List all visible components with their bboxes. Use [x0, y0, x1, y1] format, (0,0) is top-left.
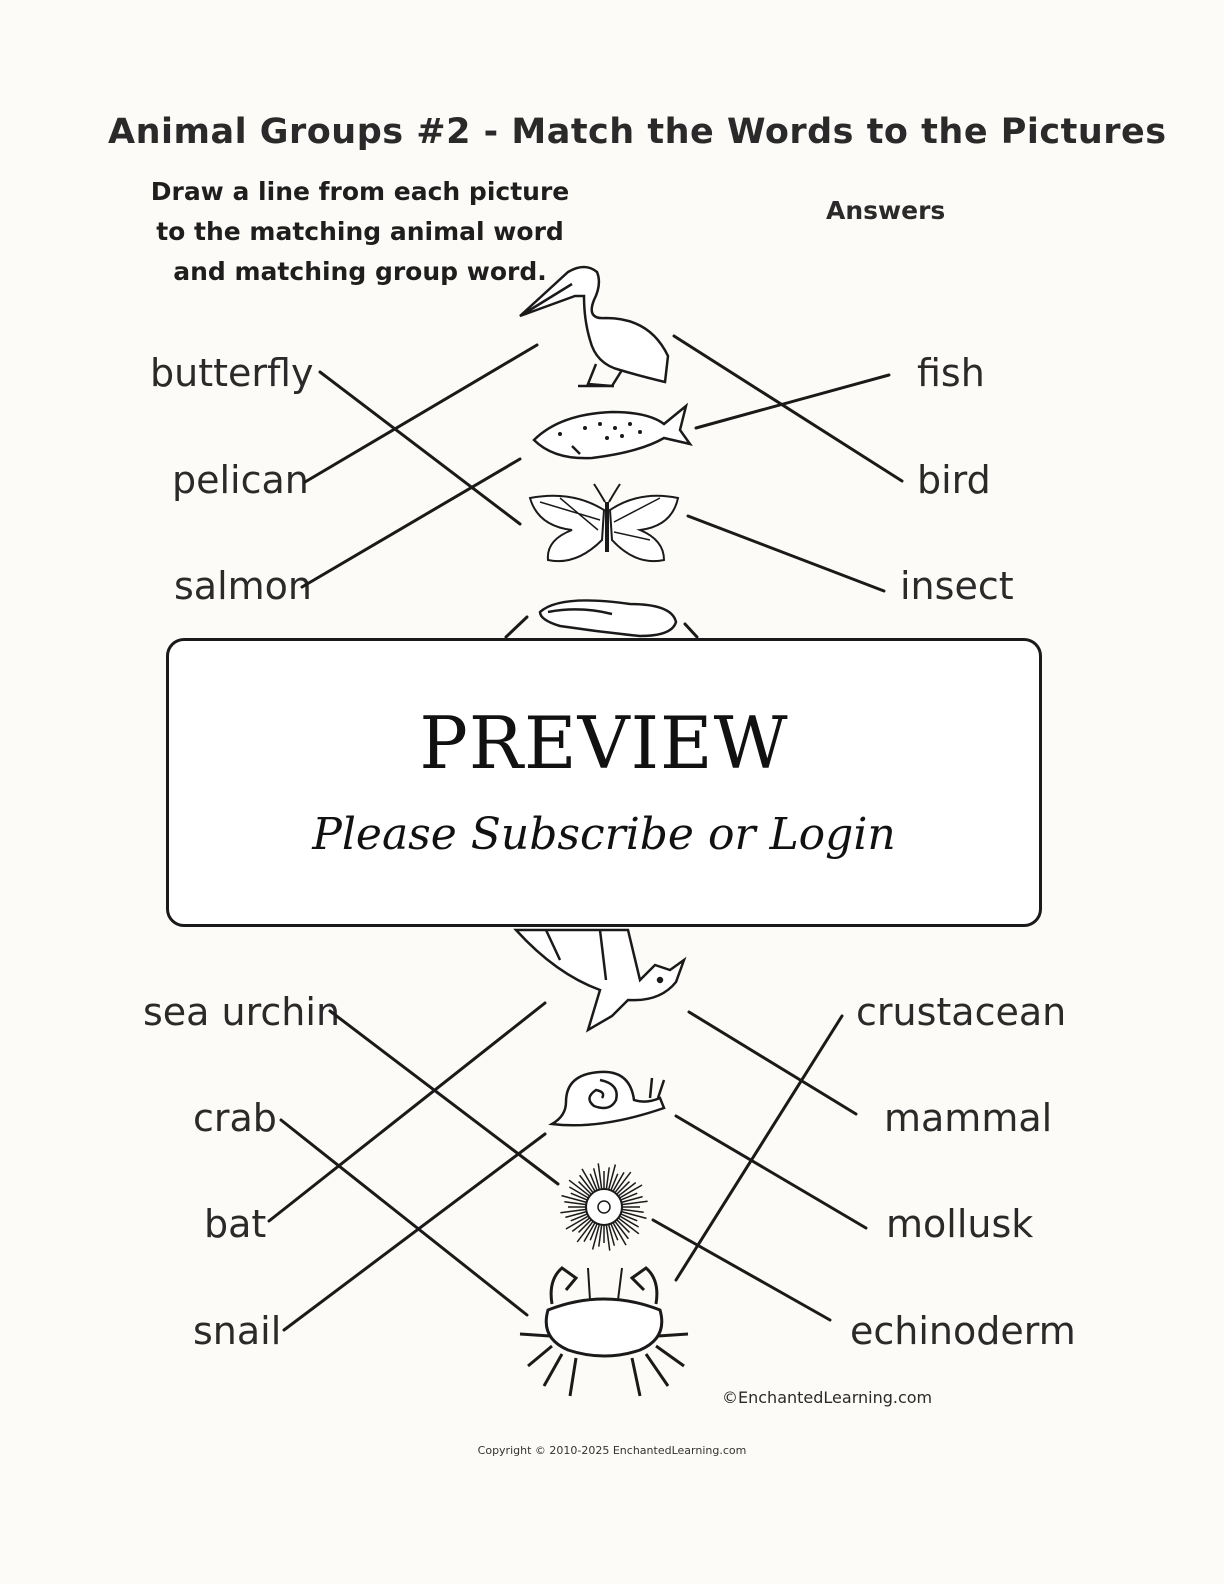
answer-line [281, 1120, 527, 1315]
snail-icon [552, 1072, 664, 1125]
word-insect: insect [900, 564, 1014, 608]
answers-label: Answers [826, 196, 946, 225]
answer-line [696, 375, 889, 428]
sea-urchin-icon [560, 1163, 647, 1250]
preview-title: PREVIEW [419, 701, 789, 785]
answer-line [269, 1003, 545, 1221]
answer-line [330, 1011, 558, 1184]
answer-line [653, 1220, 830, 1320]
word-crustacean: crustacean [856, 990, 1067, 1034]
butterfly-icon [530, 484, 678, 561]
word-salmon: salmon [174, 564, 312, 608]
answer-line [305, 345, 537, 482]
word-sea-urchin: sea urchin [143, 990, 341, 1034]
copyright-text: Copyright © 2010-2025 EnchantedLearning.com [477, 1444, 747, 1457]
word-echinoderm: echinoderm [850, 1309, 1076, 1353]
word-bird: bird [917, 458, 991, 502]
salmon-icon [534, 406, 690, 458]
answer-line [688, 516, 884, 591]
credit-text: ©EnchantedLearning.com [722, 1388, 933, 1407]
page-title: Animal Groups #2 - Match the Words to the Pictures [108, 112, 1167, 152]
word-pelican: pelican [172, 458, 309, 502]
instruction-line: to the matching animal word [156, 217, 564, 246]
subscribe-login-link[interactable]: Please Subscribe or Login [312, 809, 896, 860]
word-mollusk: mollusk [886, 1202, 1034, 1246]
word-mammal: mammal [884, 1096, 1053, 1140]
answer-line [689, 1012, 856, 1114]
preview-overlay[interactable] [166, 638, 1042, 927]
word-fish: fish [917, 351, 985, 395]
pelican-icon [520, 267, 668, 386]
answer-line [284, 1134, 545, 1330]
word-bat: bat [204, 1202, 267, 1246]
crab-icon [520, 1268, 688, 1396]
instruction-line: Draw a line from each picture [150, 177, 570, 206]
answer-line [685, 624, 697, 637]
answer-line [320, 372, 520, 524]
bat-icon [516, 930, 684, 1030]
answer-line [676, 1116, 866, 1228]
tadpole-icon [540, 600, 676, 636]
answer-line [506, 617, 527, 637]
answer-line [302, 459, 520, 587]
word-snail: snail [193, 1309, 282, 1353]
word-crab: crab [193, 1096, 277, 1140]
answer-line [674, 336, 902, 481]
word-butterfly: butterfly [150, 351, 314, 395]
instruction-line: and matching group word. [173, 257, 547, 286]
